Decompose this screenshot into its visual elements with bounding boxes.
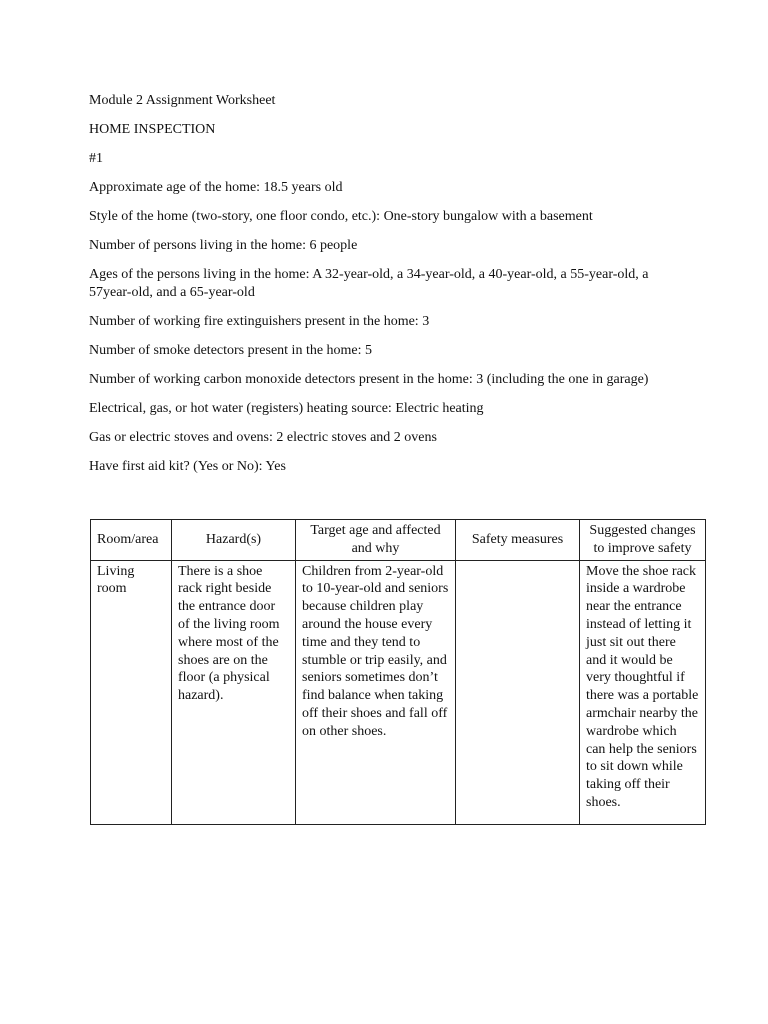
stoves-ovens: Gas or electric stoves and ovens: 2 electric stoves and 2 ovens — [89, 430, 437, 445]
table-header-row — [91, 520, 706, 561]
cell-suggested-changes: Move the shoe rack inside a wardrobe near the entrance instead of letting it just sit out there and it would be very thoughtful if there was a portable armchair nearby the wardrobe which can help the seniors to sit down while taking off their shoes. — [580, 560, 706, 824]
header-hazards: Hazard(s) — [172, 520, 296, 561]
table-row — [91, 560, 706, 824]
smoke-detectors: Number of smoke detectors present in the home: 5 — [89, 343, 373, 358]
persons-count: Number of persons living in the home: 6 people — [89, 238, 358, 253]
home-age: Approximate age of the home: 18.5 years old — [89, 180, 343, 195]
cell-room-area: Living room — [91, 560, 172, 824]
persons-ages: Ages of the persons living in the home: A 32-year-old, a 34-year-old, a 40-year-old, a 55-year-old, a 57year-old, and a 65-year-old — [89, 267, 649, 300]
cell-hazards: There is a shoe rack right beside the entrance door of the living room where most of the shoes are on the floor (a physical hazard). — [172, 560, 296, 824]
cell-safety-measures — [456, 560, 580, 824]
section-heading: HOME INSPECTION — [89, 122, 216, 137]
heating-source: Electrical, gas, or hot water (registers) heating source: Electric heating — [89, 401, 484, 416]
fire-extinguishers: Number of working fire extinguishers present in the home: 3 — [89, 314, 430, 329]
co-detectors: Number of working carbon monoxide detectors present in the home: 3 (including the one in garage) — [89, 372, 649, 387]
home-style: Style of the home (two-story, one floor condo, etc.): One-story bungalow with a basement — [89, 209, 593, 224]
first-aid-kit: Have first aid kit? (Yes or No): Yes — [89, 459, 286, 474]
header-target-age: Target age and affected and why — [296, 520, 456, 561]
header-safety-measures: Safety measures — [456, 520, 580, 561]
cell-target-age: Children from 2-year-old to 10-year-old and seniors because children play around the house every time and they tend to stumble or trip easily, and seniors sometimes don’t find balance when taking off their shoes and fall off on other shoes. — [296, 560, 456, 824]
worksheet-body — [89, 92, 689, 487]
document-title: Module 2 Assignment Worksheet — [89, 93, 276, 108]
inspection-number: #1 — [89, 151, 103, 166]
header-room-area: Room/area — [91, 520, 172, 561]
header-suggested-changes: Suggested changes to improve safety — [580, 520, 706, 561]
hazard-table — [90, 519, 706, 825]
